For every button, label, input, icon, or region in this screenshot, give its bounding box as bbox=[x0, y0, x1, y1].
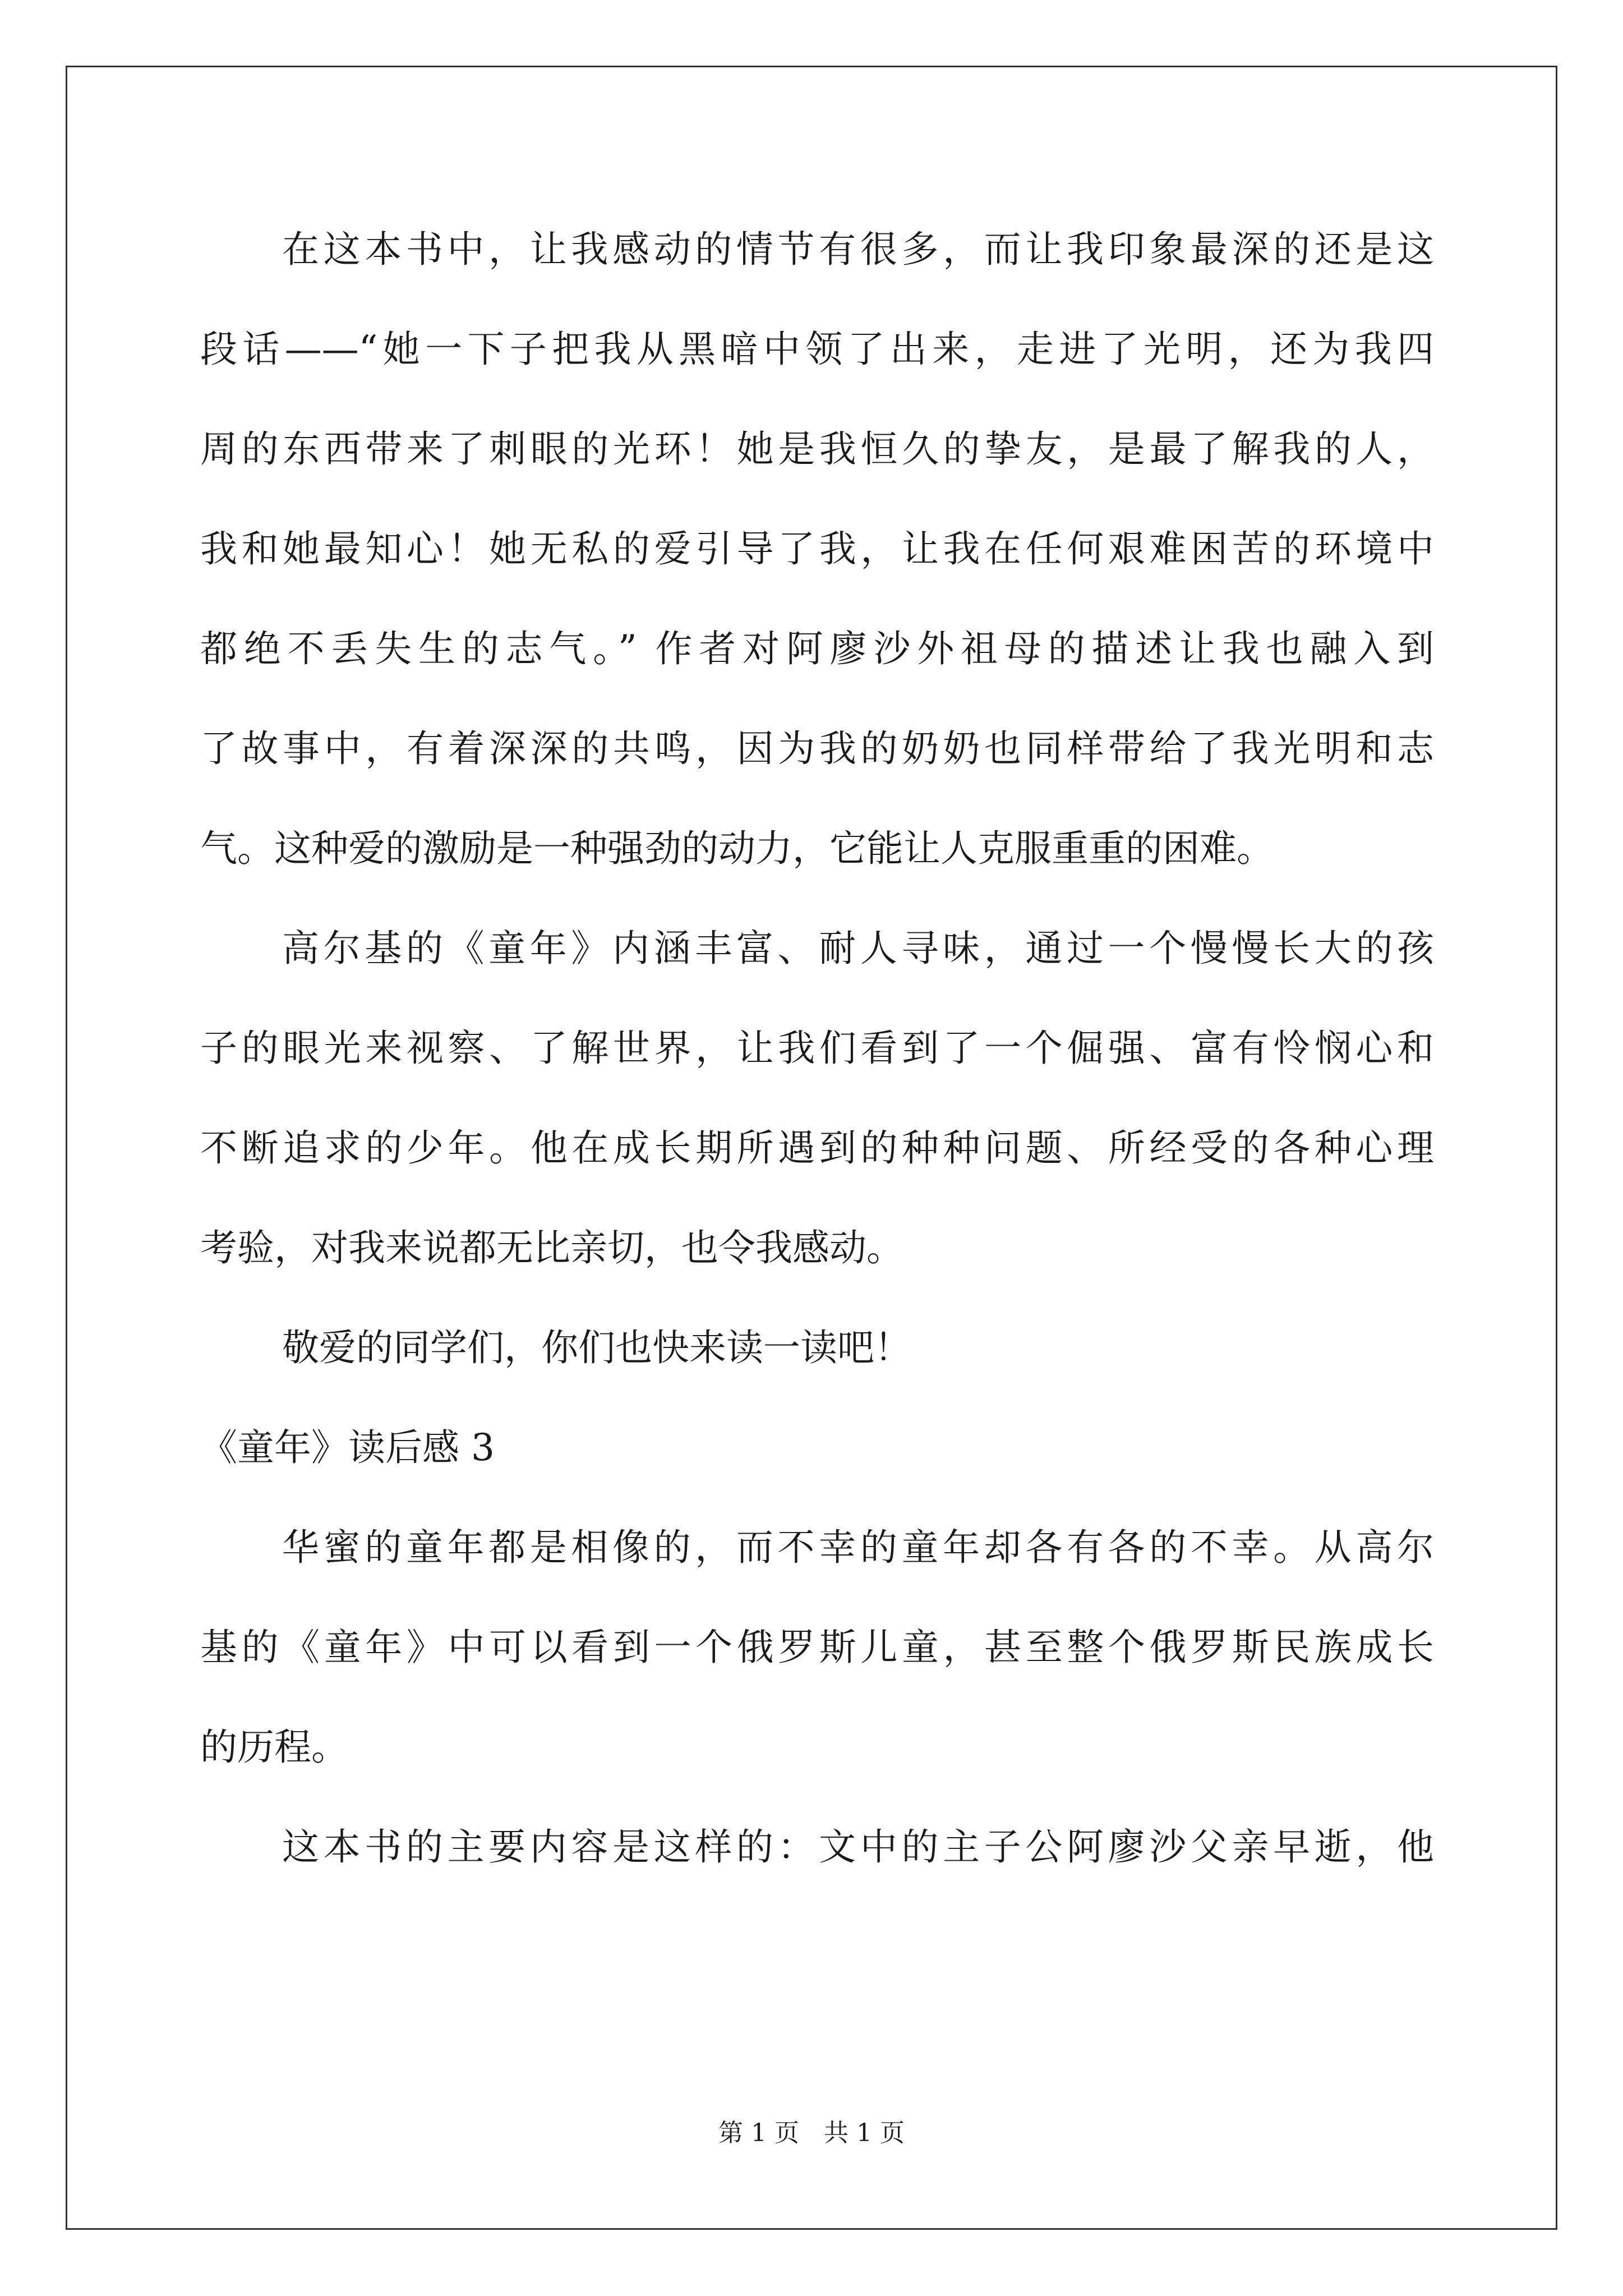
paragraph-line: 在这本书中，让我感动的情节有很多，而让我印象最深的还是这 bbox=[282, 228, 1434, 271]
paragraph-line: 段话——“她一下子把我从黑暗中领了出来，走进了光明，还为我四 bbox=[200, 328, 1434, 371]
paragraph-line: 的历程。 bbox=[200, 1726, 348, 1769]
paragraph-line: 基的《童年》中可以看到一个俄罗斯儿童，甚至整个俄罗斯民族成长 bbox=[200, 1626, 1434, 1669]
section-heading: 《童年》读后感 3 bbox=[200, 1426, 495, 1469]
paragraph-line: 华蜜的童年都是相像的，而不幸的童年却各有各的不幸。从高尔 bbox=[282, 1526, 1434, 1569]
paragraph-line: 子的眼光来视察、了解世界，让我们看到了一个倔强、富有怜悯心和 bbox=[200, 1027, 1434, 1070]
paragraph-line: 不断追求的少年。他在成长期所遇到的种种问题、所经受的各种心理 bbox=[200, 1126, 1434, 1170]
paragraph-line: 考验，对我来说都无比亲切，也令我感动。 bbox=[200, 1226, 903, 1269]
page-footer: 第 1 页 共 1 页 bbox=[718, 2119, 905, 2147]
paragraph-line: 我和她最知心！她无私的爱引导了我，让我在任何艰难困苦的环境中 bbox=[200, 527, 1434, 570]
paragraph-line: 高尔基的《童年》内涵丰富、耐人寻味，通过一个慢慢长大的孩 bbox=[282, 927, 1434, 970]
paragraph-line: 气。这种爱的激励是一种强劲的动力，它能让人克服重重的困难。 bbox=[200, 827, 1274, 870]
paragraph-line: 了故事中，有着深深的共鸣，因为我的奶奶也同样带给了我光明和志 bbox=[200, 727, 1434, 770]
paragraph-line: 这本书的主要内容是这样的：文中的主子公阿廖沙父亲早逝，他 bbox=[282, 1825, 1434, 1869]
paragraph-line: 都绝不丢失生的志气。” 作者对阿廖沙外祖母的描述让我也融入到 bbox=[200, 627, 1434, 670]
paragraph-line: 敬爱的同学们，你们也快来读一读吧！ bbox=[282, 1326, 911, 1369]
paragraph-line: 周的东西带来了刺眼的光环！她是我恒久的挚友，是最了解我的人， bbox=[200, 427, 1434, 471]
